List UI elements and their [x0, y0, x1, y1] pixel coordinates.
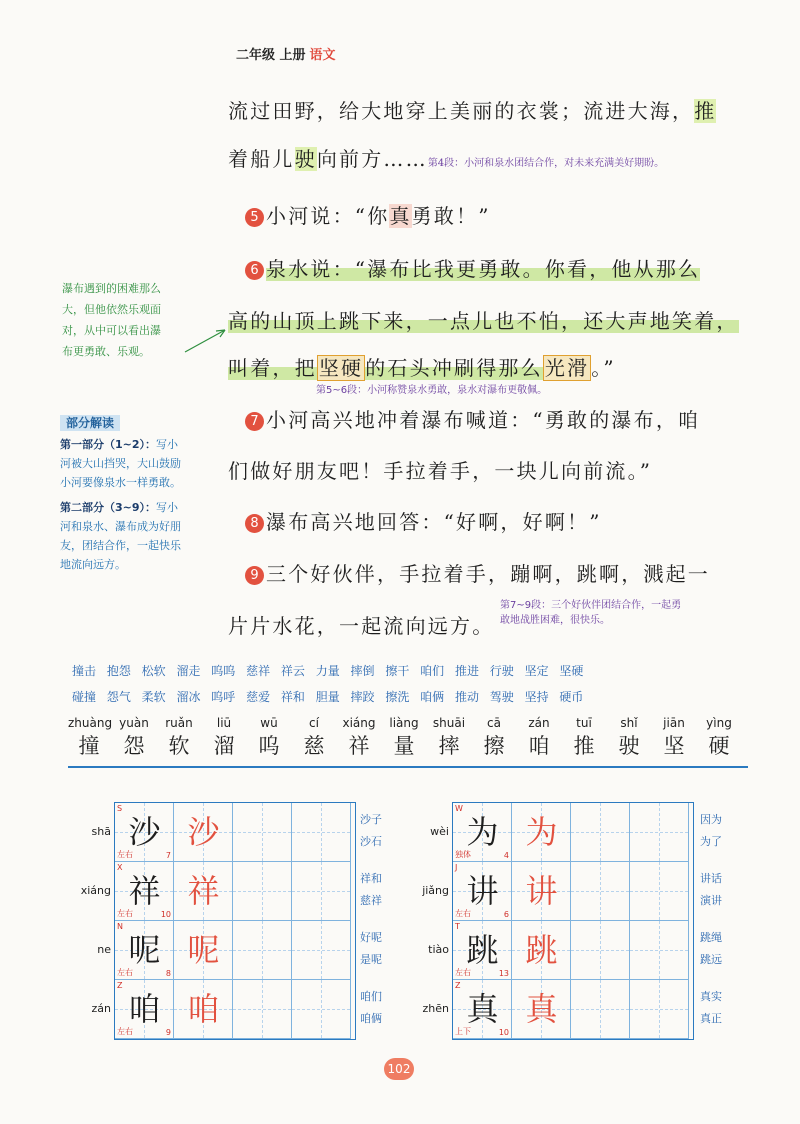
page-header [236, 44, 336, 63]
trace-char: 咱 [187, 990, 220, 1028]
char-glyph: 溜 [213, 734, 235, 758]
model-char: 跳 [466, 931, 499, 969]
text-p5a: 小河说：“你 [266, 204, 390, 228]
char-pinyin: wū [260, 716, 278, 730]
model-char: 沙 [128, 813, 161, 851]
side-note-line: 瀑布遇到的困难那么 [62, 282, 161, 295]
grid-word: 慈祥 [360, 894, 382, 907]
char-pinyin: liàng [389, 716, 419, 730]
part-2-text: 河和泉水、瀑布成为好朋 [60, 520, 181, 533]
para-7 [245, 404, 700, 433]
writing-cell [174, 980, 233, 1039]
stroke-count: 4 [503, 851, 509, 860]
structure-label: 左右 [455, 968, 471, 977]
grid-pinyin: wèi [430, 825, 449, 838]
writing-cell [115, 803, 174, 862]
structure-label: 左右 [455, 909, 471, 918]
part-1-text: 河被大山挡哭，大山鼓励 [60, 457, 181, 470]
highlight-shi: 驶 [294, 147, 317, 171]
side-note-line: 对，从中可以看出瀑 [62, 324, 161, 337]
grid-word: 真正 [700, 1012, 722, 1025]
char-pinyin: cí [309, 716, 319, 730]
char-glyph: 摔 [438, 734, 460, 758]
char-pinyin: tuī [576, 716, 592, 730]
grid-pinyin: zán [91, 1002, 111, 1015]
writing-cell [233, 980, 292, 1039]
text-l6c-a: 叫着，把 [228, 356, 317, 380]
para-8 [245, 506, 602, 535]
trace-char: 祥 [187, 872, 220, 910]
text-p7: 小河高兴地冲着瀑布喊道：“勇敢的瀑布，咱 [266, 408, 701, 432]
writing-cell [115, 862, 174, 921]
char-glyph: 擦 [483, 734, 505, 758]
note-79a: 第7~9段：三个好伙伴团结合作，一起勇 [500, 600, 682, 611]
writing-cell [512, 921, 571, 980]
char-glyph: 怨 [123, 734, 145, 758]
grid-pinyin: zhēn [422, 1002, 449, 1015]
grid-right-words [700, 808, 740, 1044]
trace-char: 跳 [525, 931, 558, 969]
char-glyph: 呜 [258, 734, 280, 758]
writing-cell [453, 921, 512, 980]
character-column [68, 716, 113, 760]
grid-pinyin: jiǎng [422, 884, 449, 897]
char-glyph: 慈 [303, 734, 325, 758]
stroke-count: 8 [165, 969, 171, 978]
trace-char: 沙 [187, 813, 220, 851]
char-pinyin: ruǎn [165, 716, 193, 730]
boxed-jianying: 坚硬 [318, 356, 364, 380]
writing-cell [630, 803, 689, 862]
structure-label: 左右 [117, 850, 133, 859]
trace-char: 真 [525, 990, 558, 1028]
grid-word-group [700, 985, 740, 1044]
text-line-1 [228, 95, 716, 124]
structure-label: 左右 [117, 968, 133, 977]
initial-letter: N [117, 922, 123, 931]
writing-cell [630, 921, 689, 980]
divider-line [68, 766, 748, 768]
grid-word: 咱俩 [360, 1012, 382, 1025]
word-row-1: 撞击 抱怨 松软 溜走 呜呜 慈祥 祥云 力量 摔倒 擦干 咱们 推进 行驶 坚定 坚硬 [72, 664, 584, 678]
character-column [203, 716, 245, 760]
grid-word-group [360, 867, 400, 926]
grid-word-group [700, 926, 740, 985]
note-para-7-9 [500, 598, 681, 628]
text-line-7b: 们做好朋友吧！手拉着手，一块儿向前流。” [228, 459, 653, 483]
writing-cell [292, 862, 351, 921]
grid-left-words [360, 808, 400, 1044]
grid-pinyin: xiáng [80, 884, 111, 897]
trace-char: 为 [525, 813, 558, 851]
initial-letter: Z [117, 981, 123, 990]
text-l6c-b: 的石头冲刷得那么 [365, 356, 543, 380]
writing-cell [174, 921, 233, 980]
section-analysis [60, 412, 225, 574]
para-number: 5 [245, 208, 264, 227]
writing-cell [115, 921, 174, 980]
writing-cell [453, 862, 512, 921]
grid-word: 是呢 [360, 953, 382, 966]
text-line-9b: 片片水花，一起流向远方。 [228, 614, 495, 638]
text-p5b: 勇敢！” [411, 204, 491, 228]
initial-letter: X [117, 863, 123, 872]
char-glyph: 软 [168, 734, 190, 758]
writing-cell [233, 921, 292, 980]
grid-word: 祥和 [360, 872, 382, 885]
note-79b: 敢地战胜困难，很快乐。 [500, 615, 610, 626]
writing-cell [630, 980, 689, 1039]
model-char: 呢 [128, 931, 161, 969]
char-pinyin: zhuàng [68, 716, 113, 730]
writing-cell [630, 862, 689, 921]
grid-word: 讲话 [700, 872, 722, 885]
writing-cell [233, 862, 292, 921]
model-char: 讲 [466, 872, 499, 910]
grid-pinyin: tiào [428, 943, 449, 956]
structure-label: 左右 [117, 909, 133, 918]
grid-word-group [360, 985, 400, 1044]
char-pinyin: yìng [706, 716, 732, 730]
text-l2b: 向前方…… [316, 147, 428, 171]
character-column [608, 716, 650, 760]
initial-letter: T [455, 922, 460, 931]
character-column [428, 716, 470, 760]
word-row-2: 碰撞 怨气 柔软 溜冰 呜呼 慈爱 祥和 胆量 摔跤 擦洗 咱俩 推动 驾驶 坚持 硬币 [72, 690, 584, 704]
analysis-part-1 [60, 435, 225, 492]
char-pinyin: shǐ [620, 716, 638, 730]
grid-word-group [360, 926, 400, 985]
writing-cell [512, 980, 571, 1039]
character-column [518, 716, 560, 760]
text-p8: 瀑布高兴地回答：“好啊，好啊！” [266, 510, 602, 534]
stroke-count: 9 [165, 1028, 171, 1037]
grid-pinyin: shā [91, 825, 111, 838]
grade-label: 二年级 上册 [236, 48, 306, 63]
boxed-guanghua: 光滑 [544, 356, 590, 380]
side-note-arrow-icon [180, 320, 230, 360]
stroke-count: 13 [498, 969, 509, 978]
char-glyph: 量 [393, 734, 415, 758]
trace-char: 呢 [187, 931, 220, 969]
char-pinyin: yuàn [119, 716, 149, 730]
subject-label: 语文 [309, 48, 336, 63]
para-number: 6 [245, 261, 264, 280]
writing-cell [292, 921, 351, 980]
char-pinyin: xiáng [342, 716, 376, 730]
grid-word: 真实 [700, 990, 722, 1003]
part-1-text: 写小 [156, 438, 179, 451]
grid-word: 为了 [700, 835, 722, 848]
char-glyph: 推 [573, 734, 595, 758]
initial-letter: W [455, 804, 463, 813]
char-glyph: 撞 [78, 734, 100, 758]
writing-cell [115, 980, 174, 1039]
char-glyph: 咱 [528, 734, 550, 758]
stroke-count: 7 [165, 851, 171, 860]
writing-cell [292, 980, 351, 1039]
stroke-count: 10 [160, 910, 171, 919]
side-note-line: 大，但他依然乐观面 [62, 303, 161, 316]
para-6 [245, 253, 700, 282]
highlight-zhen: 真 [389, 204, 412, 228]
grid-word: 好呢 [360, 931, 382, 944]
character-row [68, 716, 748, 766]
para-5 [245, 200, 491, 229]
writing-cell [174, 803, 233, 862]
character-column [698, 716, 740, 760]
note-para-4: 第4段：小河和泉水团结合作，对未来充满美好期盼。 [427, 158, 665, 169]
writing-cell [512, 803, 571, 862]
writing-cell [512, 862, 571, 921]
writing-cell [453, 980, 512, 1039]
writing-grid-right [422, 802, 694, 1040]
initial-letter: S [117, 804, 123, 813]
text-p6: 泉水说：“瀑布比我更勇敢。你看，他从那么 [266, 257, 701, 281]
text-p9: 三个好伙伴，手拉着手，蹦啊，跳啊，溅起一 [266, 562, 710, 586]
para-number: 9 [245, 566, 264, 585]
grid-word: 沙子 [360, 813, 382, 826]
stroke-count: 10 [498, 1028, 509, 1037]
writing-cell [571, 980, 630, 1039]
writing-cell [292, 803, 351, 862]
writing-cell [233, 803, 292, 862]
char-glyph: 驶 [618, 734, 640, 758]
analysis-title: 部分解读 [60, 415, 120, 431]
character-column [653, 716, 695, 760]
char-pinyin: jiān [663, 716, 685, 730]
text-line-2 [228, 143, 664, 172]
writing-grid-left [80, 802, 356, 1040]
para-number: 7 [245, 412, 264, 431]
text-l2a: 着船儿 [228, 147, 295, 171]
stroke-count: 6 [503, 910, 509, 919]
note-para-5-6: 第5~6段：小河称赞泉水勇敢，泉水对瀑布更敬佩。 [316, 385, 548, 396]
character-column [293, 716, 335, 760]
writing-cell [571, 862, 630, 921]
character-column [248, 716, 290, 760]
model-char: 真 [466, 990, 499, 1028]
grid-word-group [700, 808, 740, 867]
para-9 [245, 558, 710, 587]
text-l1: 流过田野，给大地穿上美丽的衣裳；流进大海， [228, 99, 695, 123]
model-char: 为 [466, 813, 499, 851]
initial-letter: J [455, 863, 458, 872]
grid-word-group [700, 867, 740, 926]
grid-word: 咱们 [360, 990, 382, 1003]
text-line-6c [228, 352, 616, 381]
grid-word: 演讲 [700, 894, 722, 907]
char-glyph: 祥 [348, 734, 370, 758]
grid-word-group [360, 808, 400, 867]
writing-cell [571, 803, 630, 862]
text-l6b: 高的山顶上跳下来，一点儿也不怕，还大声地笑着， [228, 309, 739, 333]
character-column [473, 716, 515, 760]
char-pinyin: shuāi [432, 716, 466, 730]
char-pinyin: liū [216, 716, 232, 730]
part-2-label: 第二部分（3~9）： [60, 501, 157, 514]
character-column [158, 716, 200, 760]
model-char: 祥 [128, 872, 161, 910]
trace-char: 讲 [525, 872, 558, 910]
side-note-line: 布更勇敢、乐观。 [62, 345, 150, 358]
text-line-6b [228, 305, 739, 334]
para-number: 8 [245, 514, 264, 533]
writing-cell [453, 803, 512, 862]
part-2-text: 友，团结合作，一起快乐 [60, 539, 181, 552]
model-char: 咱 [128, 990, 161, 1028]
text-l6c-c: 。” [591, 356, 616, 380]
grid-word: 跳远 [700, 953, 722, 966]
structure-label: 左右 [117, 1027, 133, 1036]
initial-letter: Z [455, 981, 461, 990]
part-2-text: 写小 [156, 501, 179, 514]
analysis-part-2 [60, 498, 225, 574]
grid-word: 跳绳 [700, 931, 722, 944]
grid-pinyin: ne [97, 943, 111, 956]
structure-label: 独体 [455, 850, 471, 859]
writing-cell [571, 921, 630, 980]
character-column [383, 716, 425, 760]
part-2-text: 地流向远方。 [60, 558, 126, 571]
character-column [113, 716, 155, 760]
writing-cell [174, 862, 233, 921]
character-column [338, 716, 380, 760]
char-pinyin: cā [487, 716, 501, 730]
page-number: 102 [384, 1058, 414, 1080]
char-glyph: 坚 [663, 734, 685, 758]
character-column [563, 716, 605, 760]
grid-word: 沙石 [360, 835, 382, 848]
part-1-text: 小河要像泉水一样勇敢。 [60, 476, 181, 489]
structure-label: 上下 [455, 1027, 471, 1036]
highlight-tui: 推 [694, 99, 717, 123]
part-1-label: 第一部分（1~2）： [60, 438, 157, 451]
char-glyph: 硬 [708, 734, 730, 758]
char-pinyin: zán [528, 716, 550, 730]
grid-word: 因为 [700, 813, 722, 826]
